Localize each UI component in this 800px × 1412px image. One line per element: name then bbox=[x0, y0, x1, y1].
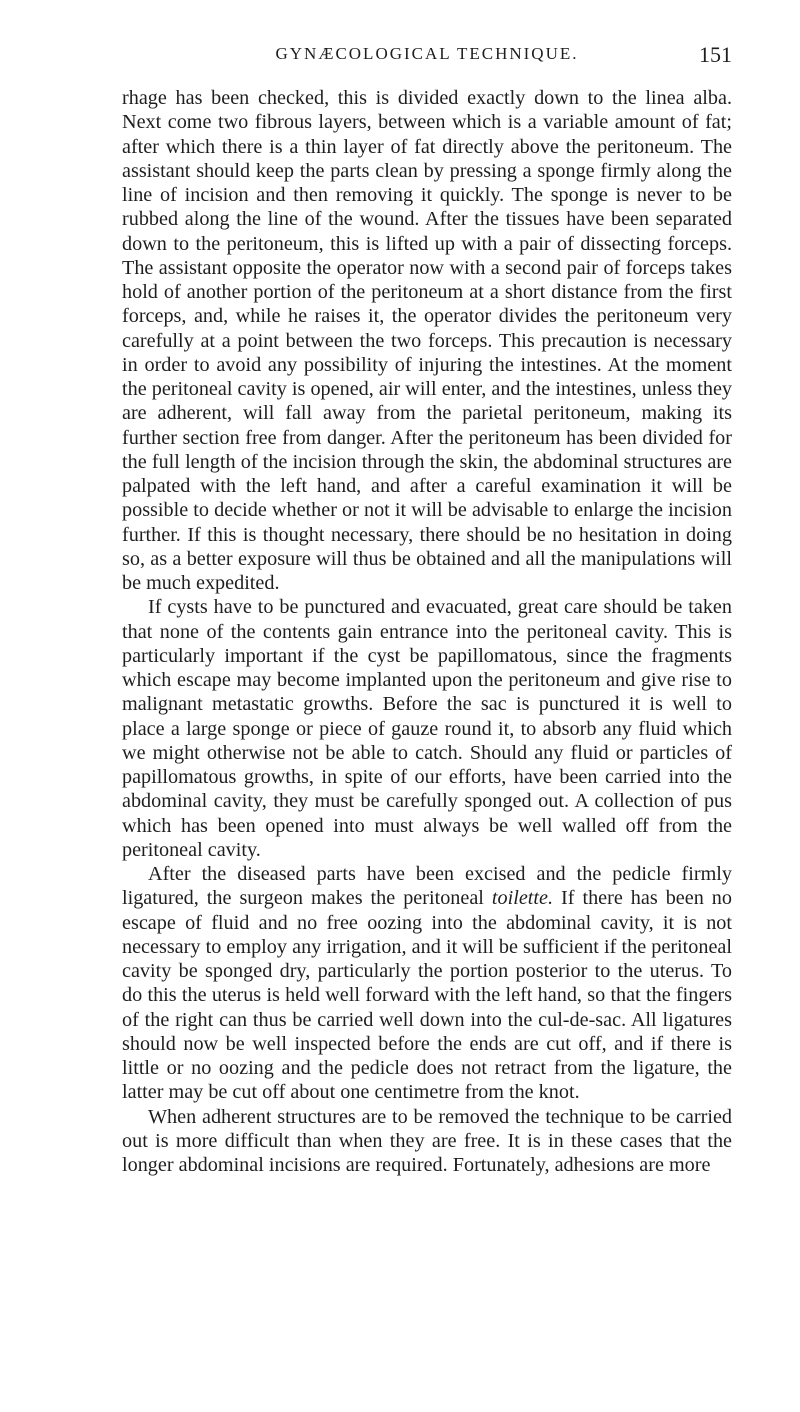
paragraph-3-italic-term: toilette. bbox=[491, 887, 554, 910]
paragraph-2-text: If cysts have to be punctured and evacuated, great care should be taken that none of the contents gain entrance into the peritoneal cavity. This is particularly important if the cyst be papillomatous, since the fragments which escape may become implanted upon the peritoneum and give rise to malignant metastatic growths. Before the sac is punctured it is well to place a large sponge or piece of gauze round it, to absorb any fluid which we might otherwise not be able to catch. Should any fluid or particles of papillomatous growths, in spite of our efforts, have been carried into the abdominal cavity, they must be carefully sponged out. A collection of pus which has been opened into must always be well walled off from the peritoneal cavity. bbox=[122, 596, 732, 861]
running-head bbox=[122, 44, 732, 74]
paragraph-1-text: rhage has been checked, this is divided exactly down to the linea alba. Next come two fibrous layers, between which is a variable amount of fat; after which there is a thin layer of fat directly above the peritoneum. The assistant should keep the parts clean by pressing a sponge firmly along the line of incision and then removing it quickly. The sponge is never to be rubbed along the line of the wound. After the tissues have been separated down to the peritoneum, this is lifted up with a pair of dissecting forceps. The assistant opposite the operator now with a second pair of forceps takes hold of another portion of the peritoneum at a short distance from the first forceps, and, while he raises it, the operator divides the peritoneum very carefully at a point between the two forceps. This precaution is necessary in order to avoid any possibility of injuring the intestines. At the moment the peritoneal cavity is opened, air will enter, and the intestines, unless they are adherent, will fall away from the parietal peritoneum, making its further section free from danger. After the peritoneum has been divided for the full length of the incision through the skin, the abdominal structures are palpated with the left hand, and after a careful examination it will be possible to decide whether or not it will be advisable to enlarge the incision further. If this is thought necessary, there should be no hesitation in doing so, as a better exposure will thus be obtained and all the manipulations will be much expedited. bbox=[122, 87, 732, 594]
paragraph-1 bbox=[122, 86, 732, 595]
page-number: 151 bbox=[699, 42, 732, 67]
paragraph-3-text-end: If there has been no escape of fluid and no free oozing into the abdominal cavity, it is not necessary to employ any irrigation, and it will be sufficient if the peritoneal cavity be sponged dry, particularly the portion posterior to the uterus. To do this the uterus is held well forward with the left hand, so that the fingers of the right can thus be carried well down into the cul-de-sac. All ligatures should now be well inspected before the ends are cut off, and if there is little or no oozing and the pedicle does not retract from the ligature, the latter may be cut off about one centimetre from the knot. bbox=[122, 887, 732, 1104]
paragraph-3-text-start: After the diseased parts have been excised and the pedicle firmly ligatured, the surgeon makes the peritoneal bbox=[122, 863, 732, 910]
paragraph-4-text: When adherent structures are to be removed the technique to be carried out is more difficult than when they are free. It is in these cases that the longer abdominal incisions are required. Fortunately, adhesions are more bbox=[122, 1105, 732, 1176]
paragraph-4 bbox=[122, 1105, 732, 1178]
paragraph-2 bbox=[122, 595, 732, 862]
running-title: GYNÆCOLOGICAL TECHNIQUE. bbox=[275, 44, 579, 63]
paragraph-3 bbox=[122, 862, 732, 1105]
body-text bbox=[122, 86, 732, 1177]
